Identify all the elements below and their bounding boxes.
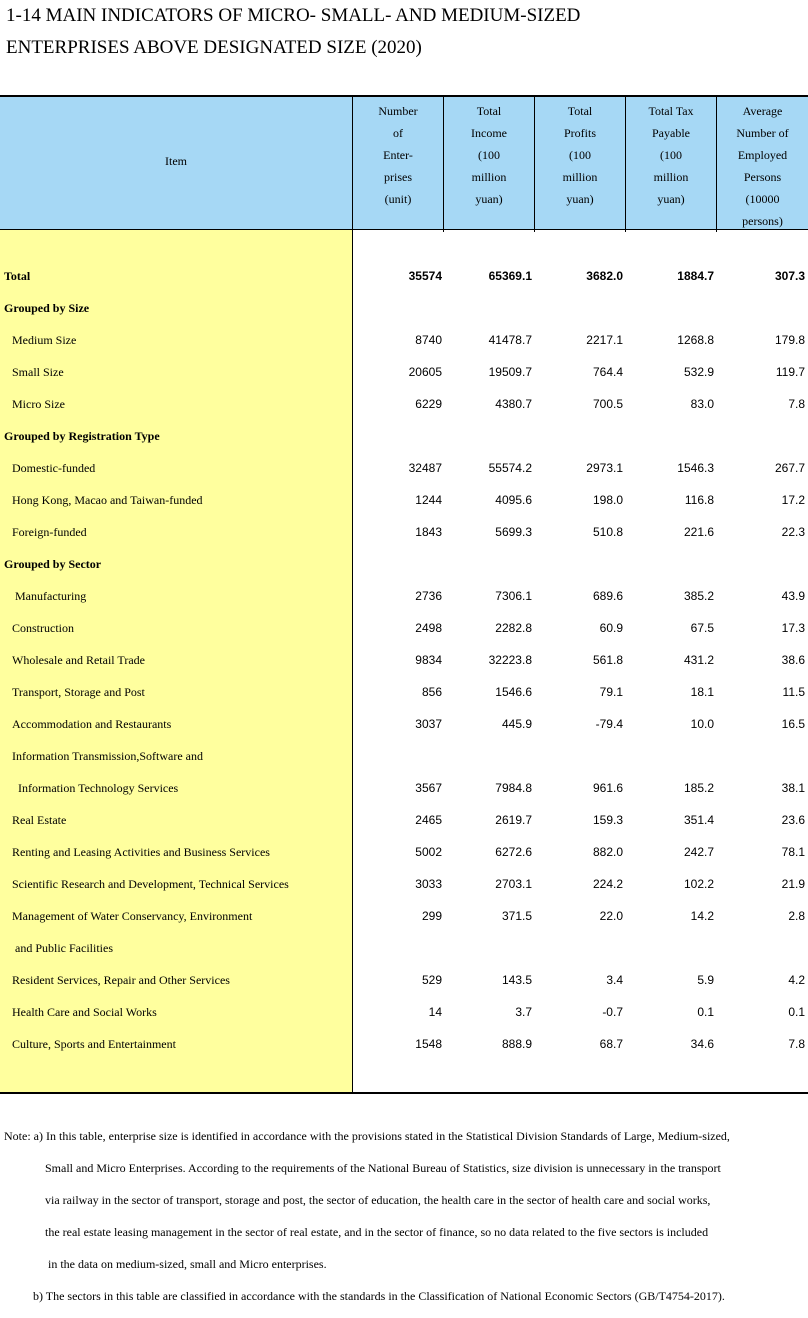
table-row xyxy=(0,965,808,997)
header-total-tax-payable: Total Tax Payable (100 million yuan) xyxy=(648,104,694,206)
row-value: 32487 xyxy=(408,461,442,475)
row-label: Small Size xyxy=(12,365,64,379)
row-value: 68.7 xyxy=(599,1037,623,1051)
table-row xyxy=(0,997,808,1029)
row-label: Wholesale and Retail Trade xyxy=(12,653,145,667)
row-value: 5002 xyxy=(415,845,442,859)
row-value: 43.9 xyxy=(781,589,805,603)
row-label: and Public Facilities xyxy=(15,941,113,955)
table-row xyxy=(0,517,808,549)
row-value: 14 xyxy=(428,1005,442,1019)
row-value: 385.2 xyxy=(683,589,714,603)
row-value: 17.2 xyxy=(781,493,805,507)
row-value: 689.6 xyxy=(592,589,623,603)
row-value: 2498 xyxy=(415,621,442,635)
note-a-line-5: in the data on medium-sized, small and Micro enterprises. xyxy=(48,1257,327,1271)
row-label: Health Care and Social Works xyxy=(12,1005,157,1019)
row-value: 14.2 xyxy=(690,909,714,923)
row-value: 5.9 xyxy=(697,973,714,987)
row-value: 7.8 xyxy=(788,1037,805,1051)
table-row xyxy=(0,1029,808,1061)
row-value: 7.8 xyxy=(788,397,805,411)
row-value: 2465 xyxy=(415,813,442,827)
row-value: 510.8 xyxy=(592,525,623,539)
table-bottom-rule xyxy=(0,1092,808,1094)
row-value: 6272.6 xyxy=(495,845,532,859)
row-label: Transport, Storage and Post xyxy=(12,685,145,699)
row-value: 19509.7 xyxy=(488,365,532,379)
row-value: 1843 xyxy=(415,525,442,539)
row-value: 3567 xyxy=(415,781,442,795)
row-label: Management of Water Conservancy, Environment xyxy=(12,909,253,923)
row-label: Grouped by Registration Type xyxy=(4,429,160,443)
page-title-line-1: 1-14 MAIN INDICATORS OF MICRO- SMALL- AND MEDIUM-SIZED xyxy=(6,5,581,26)
row-value: 1548 xyxy=(415,1037,442,1051)
row-value: 41478.7 xyxy=(488,333,532,347)
row-value: 242.7 xyxy=(683,845,714,859)
row-value: 1546.3 xyxy=(677,461,714,475)
row-value: 888.9 xyxy=(501,1037,532,1051)
row-value: 529 xyxy=(421,973,442,987)
table-row xyxy=(0,453,808,485)
row-value: 3037 xyxy=(415,717,442,731)
row-value: 0.1 xyxy=(697,1005,714,1019)
row-value: 882.0 xyxy=(592,845,623,859)
indicators-table xyxy=(0,95,808,1094)
table-row xyxy=(0,581,808,613)
note-a-line-3: via railway in the sector of transport, storage and post, the sector of education, the health care in the sector of health care and social works, xyxy=(45,1193,711,1207)
row-value: 159.3 xyxy=(592,813,623,827)
row-value: -0.7 xyxy=(602,1005,623,1019)
row-value: 3.4 xyxy=(606,973,623,987)
header-item: Item xyxy=(165,154,187,168)
row-label: Accommodation and Restaurants xyxy=(12,717,172,731)
row-value: 445.9 xyxy=(501,717,532,731)
header-total-profits: Total Profits (100 million yuan) xyxy=(562,104,598,206)
row-value: 21.9 xyxy=(781,877,805,891)
row-value: 1268.8 xyxy=(677,333,714,347)
table-row xyxy=(0,485,808,517)
note-a-line-1: Note: a) In this table, enterprise size is identified in accordance with the provisions stated in the Statistical Division Standards of Large, Medium-sized, xyxy=(4,1129,730,1143)
row-value: 35574 xyxy=(408,269,442,283)
row-value: 1546.6 xyxy=(495,685,532,699)
row-value: 119.7 xyxy=(775,365,805,379)
row-value: 561.8 xyxy=(592,653,623,667)
row-value: 299 xyxy=(421,909,442,923)
row-value: 143.5 xyxy=(501,973,532,987)
row-value: 3682.0 xyxy=(586,269,623,283)
row-value: 32223.8 xyxy=(488,653,532,667)
row-value: 185.2 xyxy=(683,781,714,795)
row-label: Grouped by Sector xyxy=(4,557,102,571)
row-label: Information Transmission,Software and xyxy=(12,749,203,763)
row-value: 7306.1 xyxy=(495,589,532,603)
row-label: Domestic-funded xyxy=(12,461,96,475)
note-a-line-2: Small and Micro Enterprises. According to the requirements of the National Bureau of Statistics, size division is unnecessary in the transport xyxy=(45,1161,721,1175)
row-value: 67.5 xyxy=(690,621,714,635)
table-row xyxy=(0,741,808,773)
row-value: 2703.1 xyxy=(495,877,532,891)
row-label: Renting and Leasing Activities and Business Services xyxy=(12,845,270,859)
table-row xyxy=(0,869,808,901)
row-value: 7984.8 xyxy=(495,781,532,795)
row-value: 23.6 xyxy=(781,813,805,827)
row-value: 17.3 xyxy=(781,621,805,635)
table-header xyxy=(0,95,808,230)
header-total-income: Total Income (100 million yuan) xyxy=(471,104,507,206)
table-row xyxy=(0,901,808,933)
row-value: 18.1 xyxy=(690,685,714,699)
row-label: Scientific Research and Development, Technical Services xyxy=(12,877,289,891)
row-value: 8740 xyxy=(415,333,442,347)
row-value: 4380.7 xyxy=(495,397,532,411)
row-label: Construction xyxy=(12,621,74,635)
header-employed-persons: Average Number of Employed Persons (10000 persons) xyxy=(736,104,789,228)
row-value: 2973.1 xyxy=(586,461,623,475)
row-value: 198.0 xyxy=(592,493,623,507)
row-value: 102.2 xyxy=(683,877,714,891)
table-row xyxy=(0,709,808,741)
row-value: 79.1 xyxy=(599,685,623,699)
row-value: 5699.3 xyxy=(495,525,532,539)
row-value: 351.4 xyxy=(683,813,714,827)
row-value: 83.0 xyxy=(690,397,714,411)
row-value: 20605 xyxy=(408,365,442,379)
row-label: Foreign-funded xyxy=(12,525,87,539)
row-value: 1884.7 xyxy=(677,269,714,283)
row-value: 2282.8 xyxy=(495,621,532,635)
row-value: -79.4 xyxy=(595,717,623,731)
row-value: 224.2 xyxy=(592,877,623,891)
row-value: 961.6 xyxy=(592,781,623,795)
row-value: 221.6 xyxy=(683,525,714,539)
row-value: 2619.7 xyxy=(495,813,532,827)
row-value: 764.4 xyxy=(592,365,623,379)
table-row xyxy=(0,837,808,869)
row-value: 65369.1 xyxy=(488,269,532,283)
row-value: 267.7 xyxy=(774,461,805,475)
row-value: 60.9 xyxy=(599,621,623,635)
row-value: 179.8 xyxy=(774,333,805,347)
row-value: 0.1 xyxy=(788,1005,805,1019)
row-value: 55574.2 xyxy=(488,461,532,475)
row-label: Information Technology Services xyxy=(18,781,179,795)
table-row xyxy=(0,645,808,677)
table-row xyxy=(0,613,808,645)
row-value: 78.1 xyxy=(781,845,805,859)
note-b: b) The sectors in this table are classified in accordance with the standards in the Classification of National Economic Sectors (GB/T4754-2017). xyxy=(33,1289,725,1303)
row-label: Manufacturing xyxy=(15,589,87,603)
row-value: 38.6 xyxy=(781,653,805,667)
row-value: 307.3 xyxy=(774,269,805,283)
row-value: 22.3 xyxy=(781,525,805,539)
row-value: 16.5 xyxy=(781,717,805,731)
table-row xyxy=(0,805,808,837)
table-row xyxy=(0,357,808,389)
row-value: 2217.1 xyxy=(586,333,623,347)
row-label: Real Estate xyxy=(12,813,67,827)
row-label: Hong Kong, Macao and Taiwan-funded xyxy=(12,493,203,507)
table-row xyxy=(0,677,808,709)
row-value: 6229 xyxy=(415,397,442,411)
page-title-line-2: ENTERPRISES ABOVE DESIGNATED SIZE (2020) xyxy=(6,37,422,58)
row-value: 431.2 xyxy=(683,653,714,667)
table-row xyxy=(0,293,808,325)
row-value: 856 xyxy=(421,685,442,699)
table-row xyxy=(0,933,808,965)
row-label: Medium Size xyxy=(12,333,77,347)
row-value: 4.2 xyxy=(788,973,805,987)
row-value: 532.9 xyxy=(683,365,714,379)
table-row xyxy=(0,325,808,357)
row-label: Culture, Sports and Entertainment xyxy=(12,1037,176,1051)
row-value: 3033 xyxy=(415,877,442,891)
row-value: 11.5 xyxy=(782,685,805,699)
row-value: 3.7 xyxy=(515,1005,532,1019)
table-row xyxy=(0,549,808,581)
row-label: Grouped by Size xyxy=(4,301,90,315)
table-row xyxy=(0,421,808,453)
row-value: 22.0 xyxy=(599,909,623,923)
row-value: 371.5 xyxy=(501,909,532,923)
row-value: 4095.6 xyxy=(495,493,532,507)
row-value: 9834 xyxy=(415,653,442,667)
table-row xyxy=(0,261,808,293)
row-label: Resident Services, Repair and Other Services xyxy=(12,973,230,987)
table-row xyxy=(0,773,808,805)
row-label: Total xyxy=(4,269,31,283)
row-label: Micro Size xyxy=(12,397,65,411)
row-value: 116.8 xyxy=(684,493,714,507)
row-value: 34.6 xyxy=(690,1037,714,1051)
row-value: 38.1 xyxy=(781,781,805,795)
row-value: 10.0 xyxy=(690,717,714,731)
note-a-line-4: the real estate leasing management in the sector of real estate, and in the sector of finance, so no data related to the five sectors is included xyxy=(45,1225,709,1239)
row-value: 700.5 xyxy=(592,397,623,411)
row-value: 2.8 xyxy=(788,909,805,923)
row-value: 2736 xyxy=(415,589,442,603)
row-value: 1244 xyxy=(415,493,442,507)
header-number-of-enterprises: Number of Enter- prises (unit) xyxy=(378,104,418,206)
table-row xyxy=(0,389,808,421)
